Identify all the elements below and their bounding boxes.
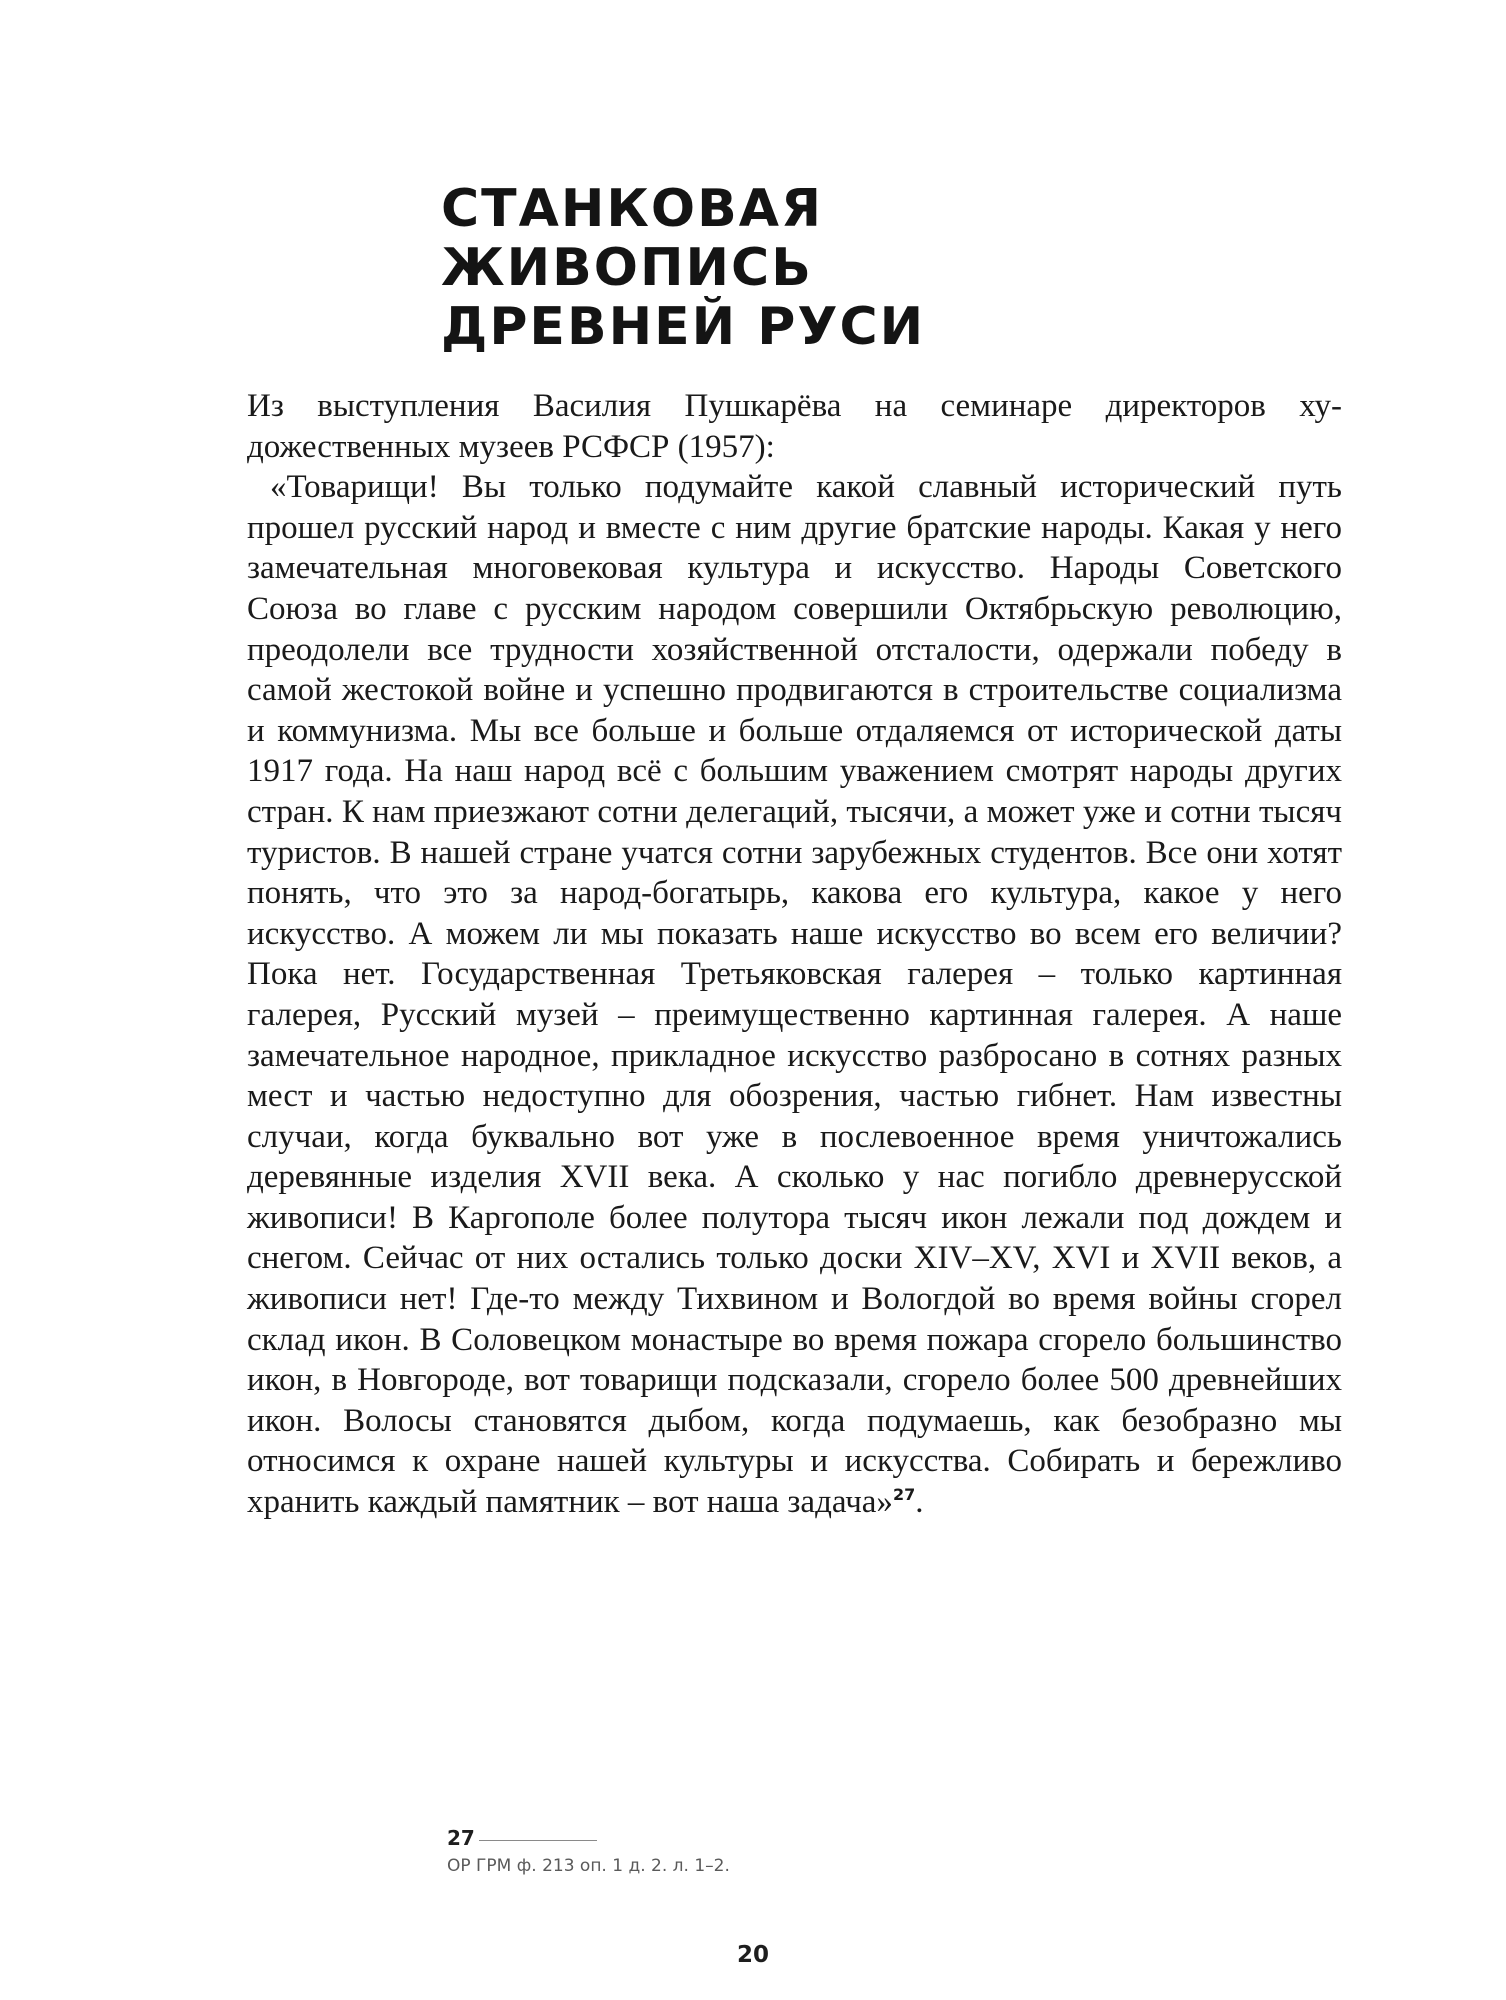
intro-text: Из выступления Василия Пушкарёва на семинаре директоров художественных музеев РСФСР (1957): (247, 388, 1342, 465)
quote-text: «Товарищи! Вы только подумайте какой славный исторический путь прошел русский народ и вместе с ним другие братские народы. Какая у него замечательная многовековая культура и искусство. Народы Советского Союза во главе с русским народом совершили Октябрьскую революцию, преодолели все трудности хозяйственной отсталости, одержали победу в самой жестокой войне и успешно продвигаются в строительстве социализма и коммунизма. Мы все больше и больше отдаляемся от исторической даты 1917 года. На наш народ всё с большим уважением смотрят народы других стран. К нам приезжают сотни делегаций, тысячи, а может уже и сотни тысяч туристов. В нашей стране учатся сотни зарубежных студентов. Все они хотят понять, что это за народ-богатырь, какова его культура, какое у него искусство. А можем ли мы показать наше искусство во всем его величии? Пока нет. Государственная Третьяковская галерея – только картинная галерея, Русский музей – преимущественно картинная галерея. А наше замечательное народное, прикладное искусство разбросано в сотнях разных мест и частью недоступно для обозрения, частью гибнет. Нам известны случаи, когда буквально вот уже в послевоенное время уничтожались деревянные изделия XVII века. А сколько у нас погибло древнерусской живописи! В Каргополе более полутора тысяч икон лежали под дождем и снегом. Сейчас от них остались только доски XIV–XV, XVI и XVII веков, а живописи нет! Где-то между Тихвином и Вологдой во время войны сгорел склад икон. В Соловецком монастыре во время пожара сгорело большинство икон, в Новгороде, вот товарищи подсказали, сгорело более 500 древнейших икон. Волосы становятся дыбом, когда подумаешь, как безобразно мы относимся к охране нашей культуры и искусства. Собирать и бережливо хранить каждый памятник – вот наша задача» (247, 469, 1342, 1521)
footnote-rule (479, 1840, 597, 1841)
footnote-reference[interactable]: 27 (892, 1485, 916, 1505)
chapter-title-line-2: ЖИВОПИСЬ (441, 238, 813, 298)
footnote-text: ОР ГРМ ф. 213 оп. 1 д. 2. л. 1–2. (447, 1856, 730, 1876)
chapter-title (441, 180, 1141, 357)
quote-paragraph: «Товарищи! Вы только подумайте какой славный исторический путь прошел русский народ и вместе с ним другие братские народы. Какая у него замечательная многовековая культура и искусство. Народы Советского Союза во главе с русским народом совершили Октябрьскую революцию, преодолели все трудности хозяйственной отсталости, одержали победу в самой жестокой войне и успешно продвигаются в строительстве социализма и коммунизма. Мы все больше и больше отдаляемся от исторической даты 1917 года. На наш народ всё с большим уважением смотрят народы других стран. К нам приезжают сотни делегаций, тысячи, а может уже и сотни тысяч туристов. В нашей стране учатся сотни зарубежных студентов. Все они хотят понять, что это за народ-богатырь, какова его культура, какое у него искусство. А можем ли мы показать наше искусство во всем его величии? Пока нет. Государственная Третьяковская галерея – только картинная галерея, Русский музей – преимущественно картинная галерея. А наше замечательное народное, прикладное искусство разбросано в сотнях разных мест и частью недоступно для обозрения, частью гибнет. Нам известны случаи, когда буквально вот уже в послевоенное время уничтожались деревянные изделия XVII века. А сколько у нас погибло древнерусской живописи! В Каргополе более полутора тысяч икон лежали под дождем и снегом. Сейчас от них остались только доски XIV–XV, XVI и XVII веков, а живописи нет! Где-то между Тихвином и Вологдой во время войны сгорел склад икон. В Соловецком монастыре во время пожара сгорело большинство икон, в Новгороде, вот товарищи подсказали, сгорело более 500 древнейших икон. Волосы становятся дыбом, когда подумаешь, как безобразно мы относимся к охране нашей культуры и искусства. Собирать и бережливо хранить каждый памятник – вот наша задача»$^{27}$. (247, 469, 1342, 1521)
intro-paragraph (247, 386, 1342, 467)
body-text (247, 386, 1342, 1523)
chapter-title-line-1: СТАНКОВАЯ (441, 179, 824, 239)
footnote (447, 1826, 947, 1876)
page-number: 20 (736, 1942, 769, 1968)
chapter-title-line-3: ДРЕВНЕЙ РУСИ (441, 297, 926, 357)
footnote-head (447, 1826, 947, 1850)
footnote-number: 27 (447, 1826, 475, 1850)
